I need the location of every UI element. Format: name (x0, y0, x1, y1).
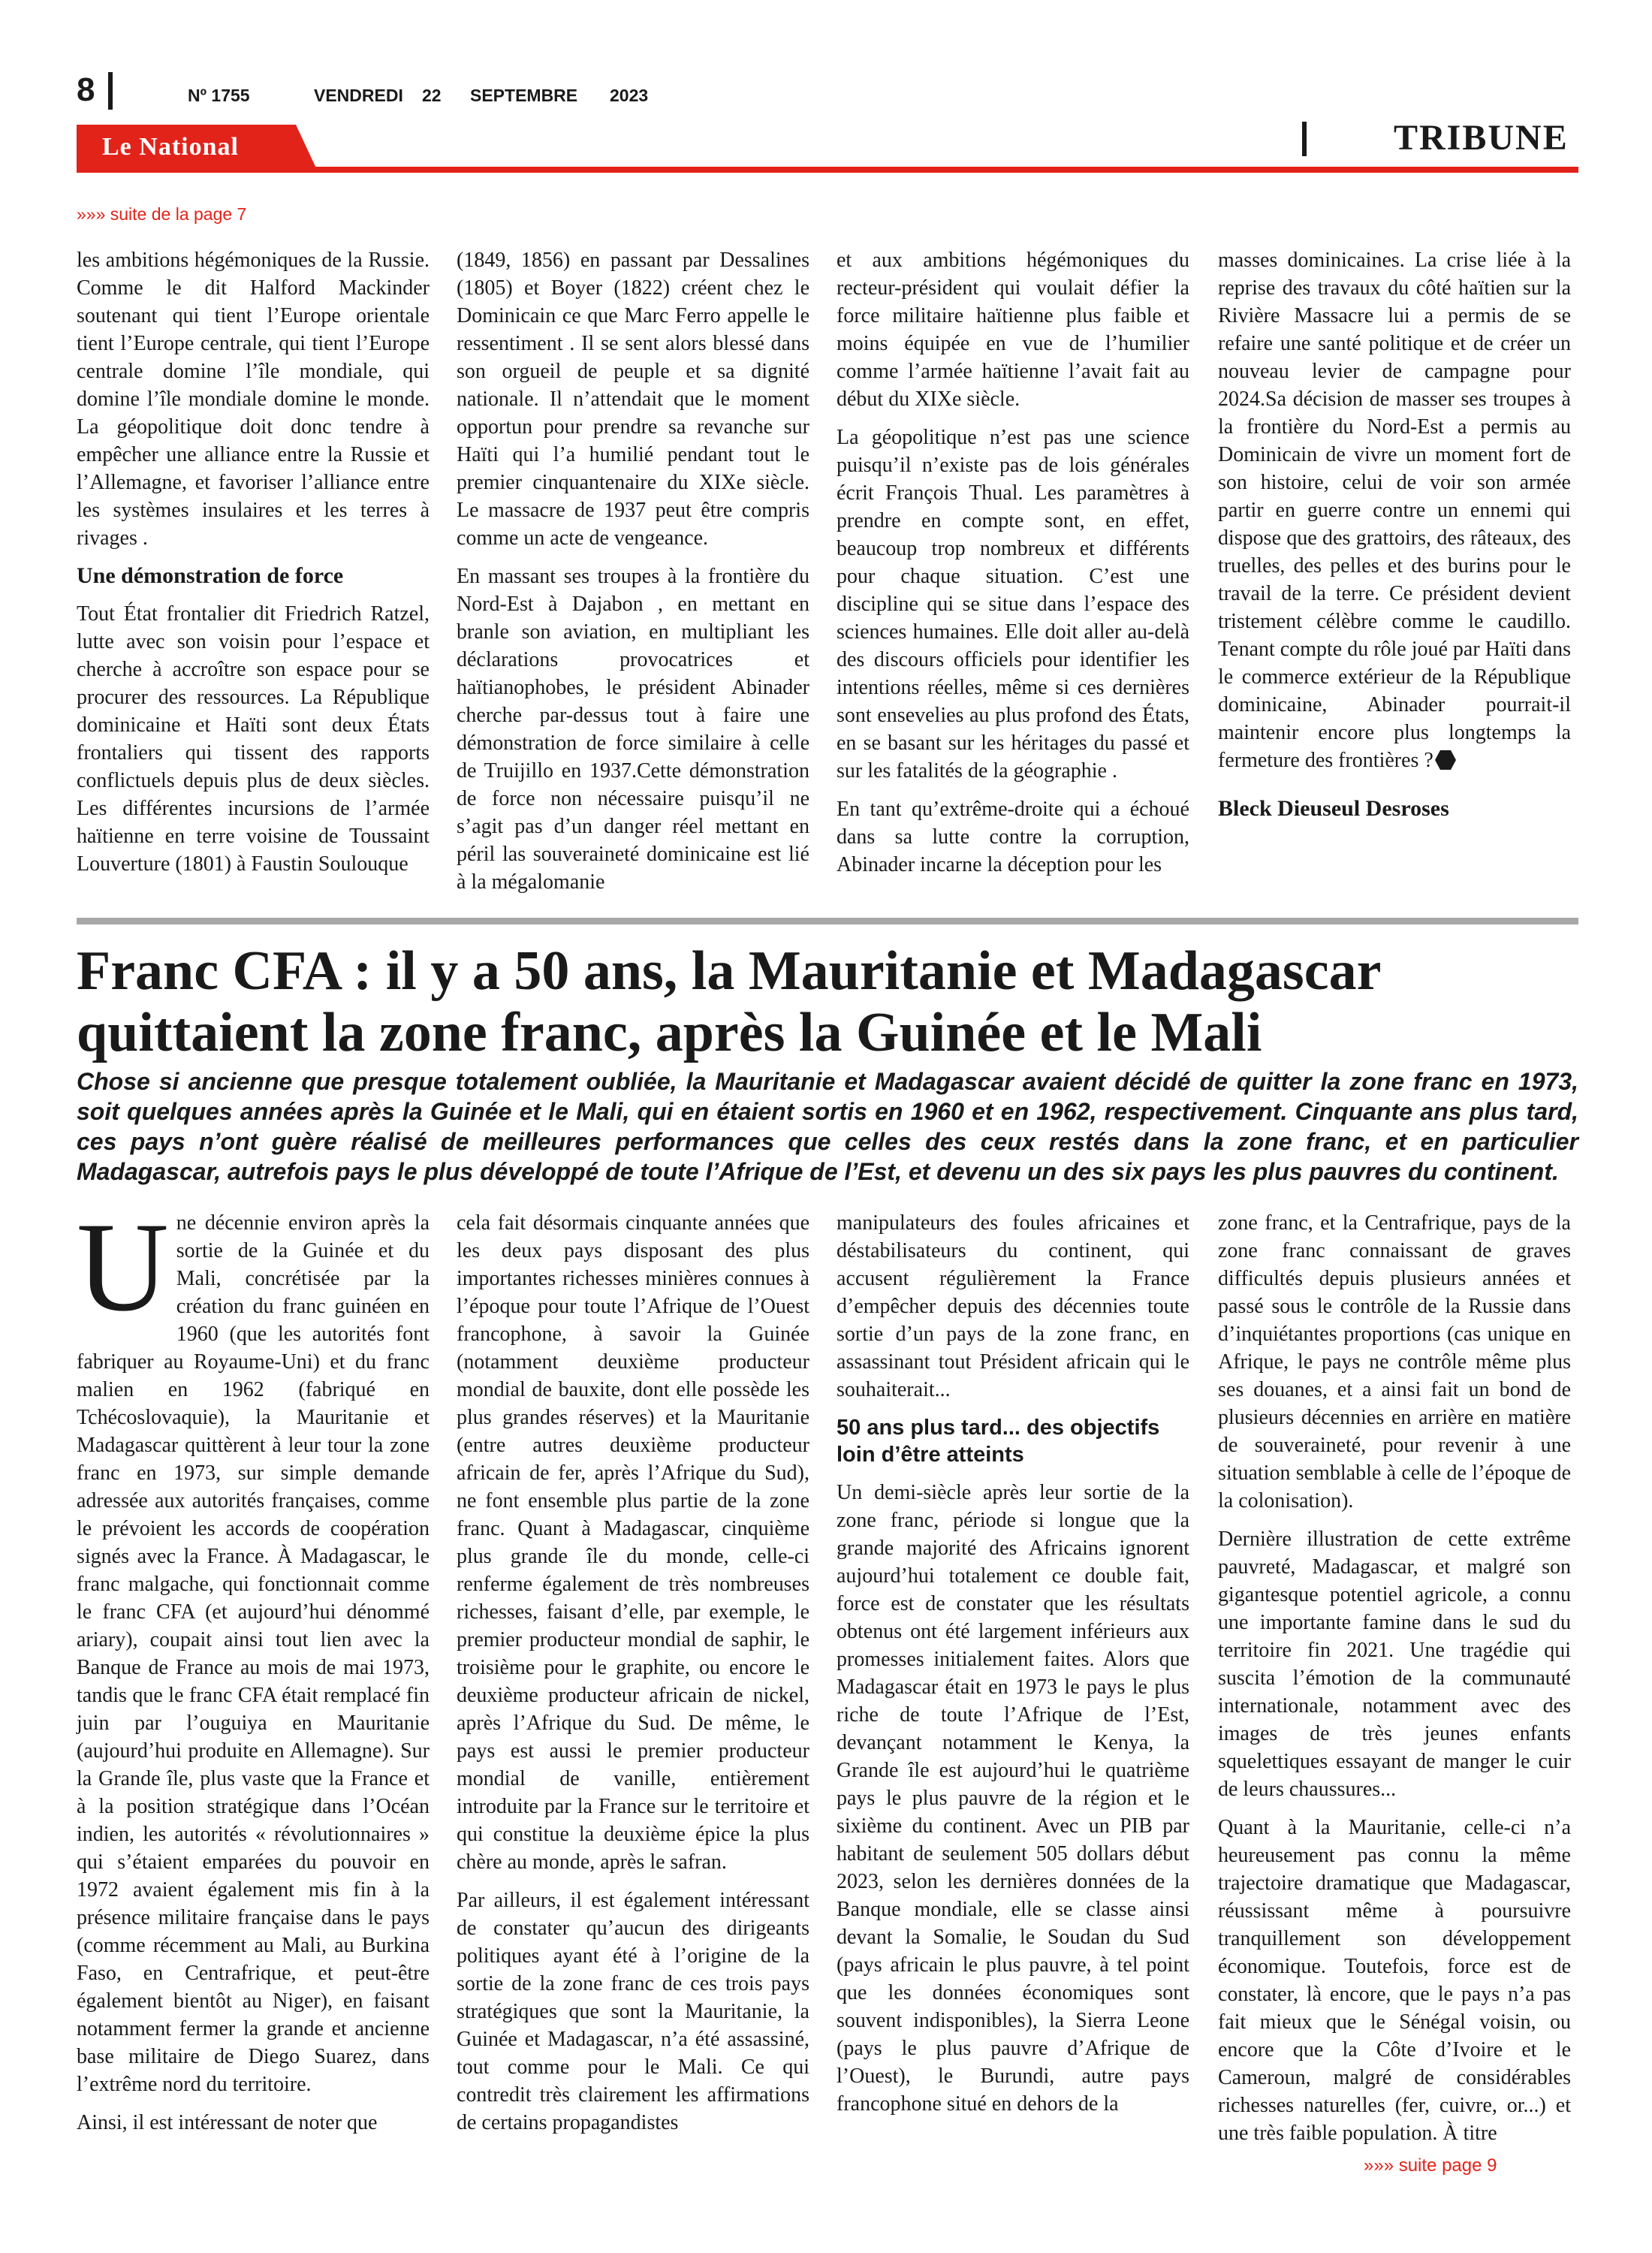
paragraph: Par ailleurs, il est également intéressant de constater qu’aucun des dirigeants politiques ayant été à l’origine de la sortie de la zone franc de ces trois pays stratégiques que sont la Mauritanie, la Guinée et Madagascar, n’a été assassiné, tout comme pour le Mali. Ce qui contredit très clairement les affirmations de certains propagandistes (457, 1889, 809, 2134)
standfirst: Chose si ancienne que presque totalement oubliée, la Mauritanie et Madagascar avaient décidé de quitter la zone franc en 1973, soit quelques années après la Guinée et le Mali, qui en étaient sortis en 1960 et en 1962, respectivement. Cinquante ans plus tard, ces pays n’ont guère réalisé de meilleures performances que celles des ceux restés dans la zone franc, et en particulier Madagascar, autrefois pays le plus développé de toute l’Afrique de l’Est, et devenu un des six pays les plus pauvres du continent. (77, 1068, 1578, 1185)
brand-name: Le National (102, 133, 239, 161)
headline-line-1: Franc CFA : il y a 50 ans, la Mauritanie et Madagascar (77, 940, 1382, 1002)
paragraph: les ambitions hégémoniques de la Russie. Comme le dit Halford Mackinder soutenant qui tient l’Europe orientale tient l’Europe centrale, qui tient l’Europe centrale domine l’île mondiale, qui domine l’île mondiale domine le monde. La géopolitique doit donc tendre à empêcher une alliance entre la Russie et l’Allemagne, et favoriser l’alliance entre les systèmes insulaires et les terres à rivages . (77, 249, 430, 550)
paragraph: et aux ambitions hégémoniques du recteur-président qui voulait défier la force militaire haïtienne plus faible et moins équipée en vue de l’humilier comme l’armée haïtienne l’avait fait au début du XIXe siècle. (837, 249, 1189, 411)
article-column-4 (1218, 1209, 1571, 2158)
drop-cap: U (77, 1196, 169, 1338)
paragraph: Ainsi, il est intéressant de noter que (77, 2111, 378, 2134)
paragraph: zone franc, et la Centrafrique, pays de la zone franc connaissant de graves difficultés depuis plusieurs années et passé sous le contrôle de la Russie dans d’inquiétantes proportions (cas unique en Afrique, le pays ne contrôle même plus ses douanes, et a ainsi fait un bond de plusieurs décennies en arrière en matière de souveraineté, pour revenir à une situation semblable à celle de l’époque de la colonisation). (1218, 1211, 1571, 1513)
paragraph: En massant ses troupes à la frontière du Nord-Est à Dajabon , en mettant en branle son aviation, en multipliant les déclarations provocatrices et haïtianophobes, le président Abinader cherche par-dessus tout à faire une démonstration de force similaire à celle de Truijillo en 1937.Cette démonstration de force non nécessaire puisqu’il ne s’agit pas d’un danger réel mettant en péril las souveraineté dominicaine est lié à la mégalomanie (457, 565, 809, 894)
top-column-2 (457, 246, 809, 906)
paragraph: cela fait désormais cinquante années que les deux pays disposant des plus importantes richesses minières connues à l’époque pour toute l’Afrique de l’Ouest francophone, à savoir la Guinée (notamment deuxième producteur mondial de bauxite, dont elle possède les plus grandes réserves) et la Mauritanie (entre autres deuxième producteur africain de fer, après l’Afrique du Sud), ne font ensemble plus partie de la zone franc. Quant à Madagascar, cinquième plus grande île du monde, celle-ci renferme également de très nombreuses richesses, faisant d’elle, par exemple, le premier producteur mondial de saphir, le troisième pour le graphite, ou encore le deuxième producteur africain de nickel, après l’Afrique du Sud. De même, le pays est aussi le premier producteur mondial de vanille, entièrement introduite par la France sur le territoire et qui constitue la deuxième épice la plus chère au monde, après le safran. (457, 1211, 809, 1874)
day: 22 (422, 86, 442, 105)
section-label: TRIBUNE (1394, 118, 1569, 158)
headline-line-2: quittaient la zone franc, après la Guinée et le Mali (77, 1002, 1262, 1063)
paragraph: En tant qu’extrême-droite qui a échoué dans sa lutte contre la corruption, Abinader incarne la déception pour les (837, 798, 1189, 876)
article-column-2 (457, 1209, 809, 2147)
header-rule (77, 167, 1578, 173)
author-byline: Bleck Dieuseul Desroses (1218, 796, 1449, 821)
continued-from-link[interactable]: »»» suite de la page 7 (77, 204, 247, 224)
article-separator (77, 918, 1578, 924)
subheading: Une démonstration de force (77, 563, 344, 588)
paragraph-text: ne décennie environ après la sortie de la Guinée et du Mali, concrétisée par la création du franc guinéen en 1960 (que les autorités font fabriquer au Royaume-Uni) et du franc malien en 1962 (fabriqué en Tchécoslovaquie), la Mauritanie et Madagascar quittèrent à leur tour la zone franc en 1973, sur simple demande adressée aux autorités françaises, comme le prévoient les accords de coopération signés avec la France. À Madagascar, le franc malgache, qui fonctionnait comme le franc CFA (et aujourd’hui dénommé ariary), coupait ainsi tout lien avec la Banque de France au mois de mai 1973, tandis que le franc CFA était remplacé fin juin par l’ouguiya en Mauritanie (aujourd’hui produite en Allemagne). Sur la Grande île, plus vaste que la France et à la position stratégique dans l’Océan indien, les autorités « révolutionnaires » qui s’étaient emparées du pouvoir en 1972 avaient également mis fin à la présence militaire française dans le pays (comme récemment au Mali, au Burkina Faso, en Centrafrique, et peut-être également bientôt au Niger), en faisant notamment fermer la grande et ancienne base militaire de Diego Suarez, dans l’extrême nord du territoire. (77, 1211, 430, 2096)
paragraph: Tout État frontalier dit Friedrich Ratzel, lutte avec son voisin pour l’espace et cherche à accroître son espace pour se procurer des ressources. La République dominicaine et Haïti sont deux États frontaliers qui tissent des rapports conflictuels depuis plus de deux siècles. Les différentes incursions de l’armée haïtienne en terre voisine de Toussaint Louverture (1801) à Faustin Soulouque (77, 602, 430, 876)
continued-to-link[interactable]: »»» suite page 9 (1364, 2155, 1497, 2176)
paragraph (1218, 246, 1571, 774)
page-number: 8 (77, 71, 95, 108)
paragraph: Dernière illustration de cette extrême pauvreté, Madagascar, et malgré son gigantesque potentiel agricole, a connu une importante famine dans le sud du territoire fin 2021. Une tragédie qui suscita l’émotion de la communauté internationale, notamment avec des images de très jeunes enfants squelettiques essayant de manger le cuir de leurs chaussures... (1218, 1528, 1571, 1801)
issue-number: Nº 1755 (188, 86, 250, 105)
month: SEPTEMBRE (470, 86, 578, 105)
subheading: 50 ans plus tard... des objectifs loin d’être atteints (837, 1416, 1160, 1467)
weekday: VENDREDI (314, 86, 403, 105)
paragraph: (1849, 1856) en passant par Dessalines (1805) et Boyer (1822) créent chez le Dominicain ce que Marc Ferro appelle le ressentiment . Il se sent alors blessé dans son orgueil de peuple et sa dignité nationale. Il n’attendait que le moment opportun pour prendre sa revanche sur Haïti qui l’a humilié pendant tout le premier cinquantenaire du XIXe siècle. Le massacre de 1937 peut être compris comme un acte de vengeance. (457, 249, 809, 550)
section-divider (1302, 122, 1307, 156)
paragraph-text: masses dominicaines. La crise liée à la reprise des travaux du côté haïtien sur la Rivière Massacre lui a permis de se refaire une santé politique et de créer un nouveau levier de campagne pour 2024.Sa décision de masser ses troupes à la frontière du Nord-Est a permis au Dominicain de vivre un moment fort de son histoire, celui de voir son armée partir en guerre contre un ennemi qui dispose que des grattoirs, des râteaux, des truelles, des pelles et des burins pour le travail de la terre. Ce président devient tristement célèbre comme le caudillo. Tenant compte du rôle joué par Haïti dans le commerce extérieur de la République dominicaine, Abinader pourrait-il maintenir encore plus longtemps la fermeture des frontières ? (1218, 249, 1571, 772)
end-mark-icon (1435, 750, 1456, 770)
year: 2023 (610, 86, 649, 105)
paragraph: manipulateurs des foules africaines et déstabilisateurs du continent, qui accusent régulièrement la France d’empêcher depuis des décennies toute sortie d’un pays de la zone franc, en assassinant tout Président africain qui le souhaiterait... (837, 1211, 1189, 1401)
paragraph: La géopolitique n’est pas une science puisqu’il n’existe pas de lois générales écrit François Thual. Les paramètres à prendre en compte sont, en effet, beaucoup trop nombreux et différents pour chaque situation. C’est une discipline qui se situe dans l’espace des sciences humaines. Elle doit aller au-delà des discours officiels pour identifier les intentions réelles, même si ces dernières sont ensevelies au plus profond des États, en se basant sur les héritages du passé et sur les fatalités de la géographie . (837, 426, 1189, 783)
paragraph: Quant à la Mauritanie, celle-ci n’a heureusement pas connu la même trajectoire dramatique que Madagascar, réussissant même à poursuivre tranquillement son développement économique. Toutefois, force est de constater, là encore, que le pays n’a pas fait mieux que le Sénégal voisin, ou encore que la Côte d’Ivoire et le Cameroun, malgré de considérables richesses naturelles (fer, cuivre, or...) et une très faible population. À titre (1218, 1816, 1571, 2145)
article-column-3 (837, 1209, 1189, 2128)
top-column-3 (837, 246, 1189, 889)
page-number-divider (108, 72, 113, 110)
headline (77, 940, 1578, 1063)
paragraph: Un demi-siècle après leur sortie de la zone franc, période si longue que la grande majorité des Africains ignorent aujourd’hui totalement ce double fait, force est de constater que les résultats obtenus ont été largement inférieurs aux promesses initialement faites. Alors que Madagascar était en 1973 le pays le plus riche de toute l’Afrique de l’Est, devançant notamment le Kenya, la Grande île est aujourd’hui le quatrième pays le plus pauvre de la région et le sixième du continent. Avec un PIB par habitant de seulement 505 dollars début 2023, selon les dernières données de la Banque mondiale, elle se classe ainsi devant la Somalie, le Soudan du Sud (pays africain le plus pauvre, à tel point que les données économiques sont souvent indisponibles), la Sierra Leone (pays le plus pauvre d’Afrique de l’Ouest), le Burundi, autre pays francophone situé en dehors de la (837, 1481, 1189, 2116)
paragraph (77, 1196, 430, 2098)
top-column-1 (77, 246, 430, 888)
top-column-4 (1218, 246, 1571, 833)
article-column-1 (77, 1196, 430, 2147)
